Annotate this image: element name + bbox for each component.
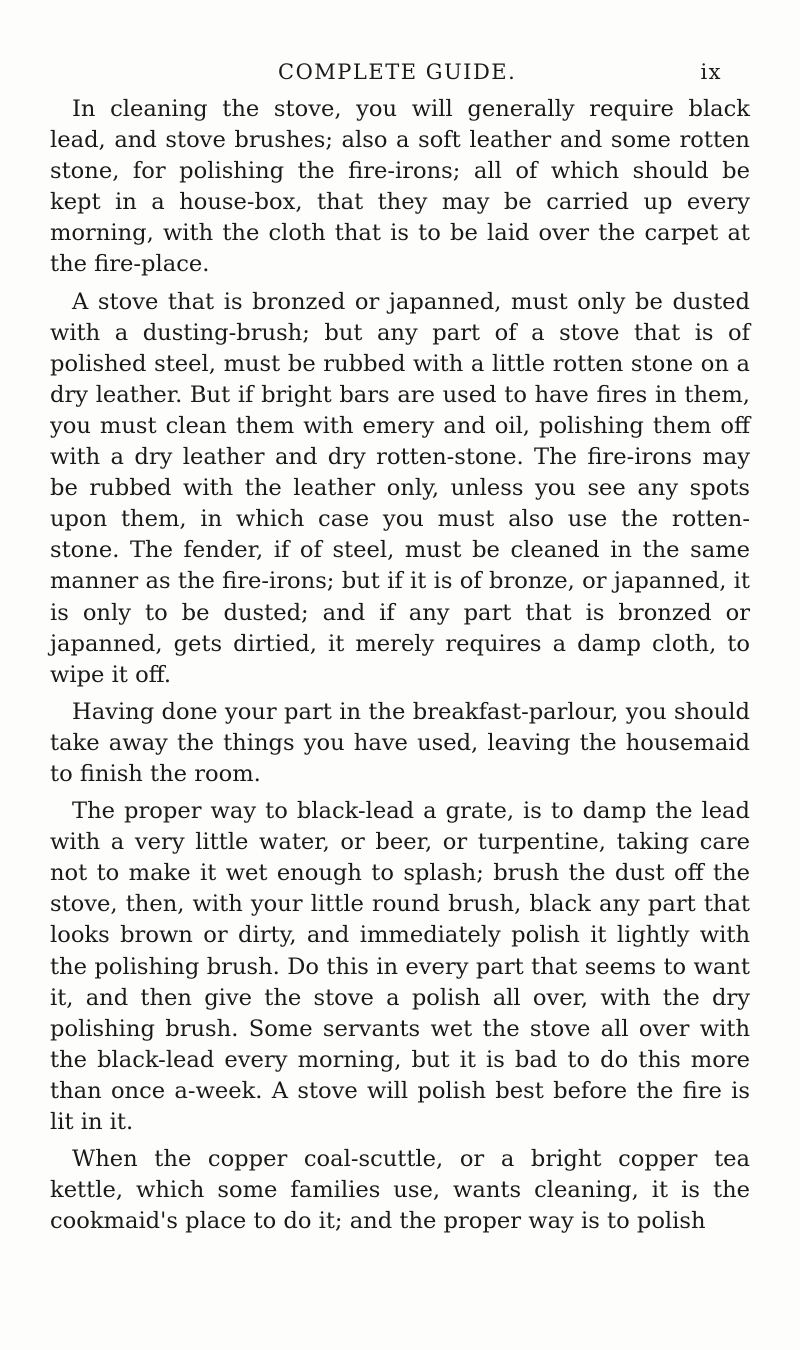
paragraph-breakfast-parlour: Having done your part in the breakfast-parlour, you should take away the things you have used, leaving the housemaid to finish the room. (50, 698, 750, 787)
running-head-title: COMPLETE GUIDE. (278, 60, 517, 84)
running-head (278, 60, 748, 88)
paragraph-bronzed-stove: A stove that is bronzed or japanned, must only be dusted with a dusting-brush; but any part of a stove that is of polished steel, must be rubbed with a little rotten stone on a dry leather. But if bright bars are used to have fires in them, you must clean them with emery and oil, polishing them off with a dry leather and dry rotten-stone. The fire-irons may be rubbed with the leather only, unless you see any spots upon them, in which case you must also use the rotten-stone. The fender, if of steel, must be cleaned in the same manner as the fire-irons; but if it is of bronze, or japanned, it is only to be dusted; and if any part that is bronzed or japanned, gets dirtied, it merely requires a damp cloth, to wipe it off. (50, 288, 750, 688)
paragraph-cleaning-stove: In cleaning the stove, you will generally require black lead, and stove brushes; also a soft leather and some rotten stone, for polishing the fire-irons; all of which should be kept in a house-box, that they may be carried up every morning, with the cloth that is to be laid over the carpet at the fire-place. (50, 96, 750, 278)
paragraph-black-lead-grate: The proper way to black-lead a grate, is to damp the lead with a very little water, or beer, or turpentine, taking care not to make it wet enough to splash; brush the dust off the stove, then, with your little round brush, black any part that looks brown or dirty, and immediately polish it lightly with the polishing brush. Do this in every part that seems to want it, and then give the stove a polish all over, with the dry polishing brush. Some servants wet the stove all over with the black-lead every morning, but it is bad to do this more than once a-week. A stove will polish best before the fire is lit in it. (50, 798, 750, 1135)
page-number: ix (700, 60, 722, 84)
paragraph-copper-coal-scuttle: When the copper coal-scuttle, or a bright copper tea kettle, which some families use, wants cleaning, it is the cookmaid's place to do it; and the proper way is to polish (50, 1146, 750, 1235)
body-text (50, 94, 750, 1237)
